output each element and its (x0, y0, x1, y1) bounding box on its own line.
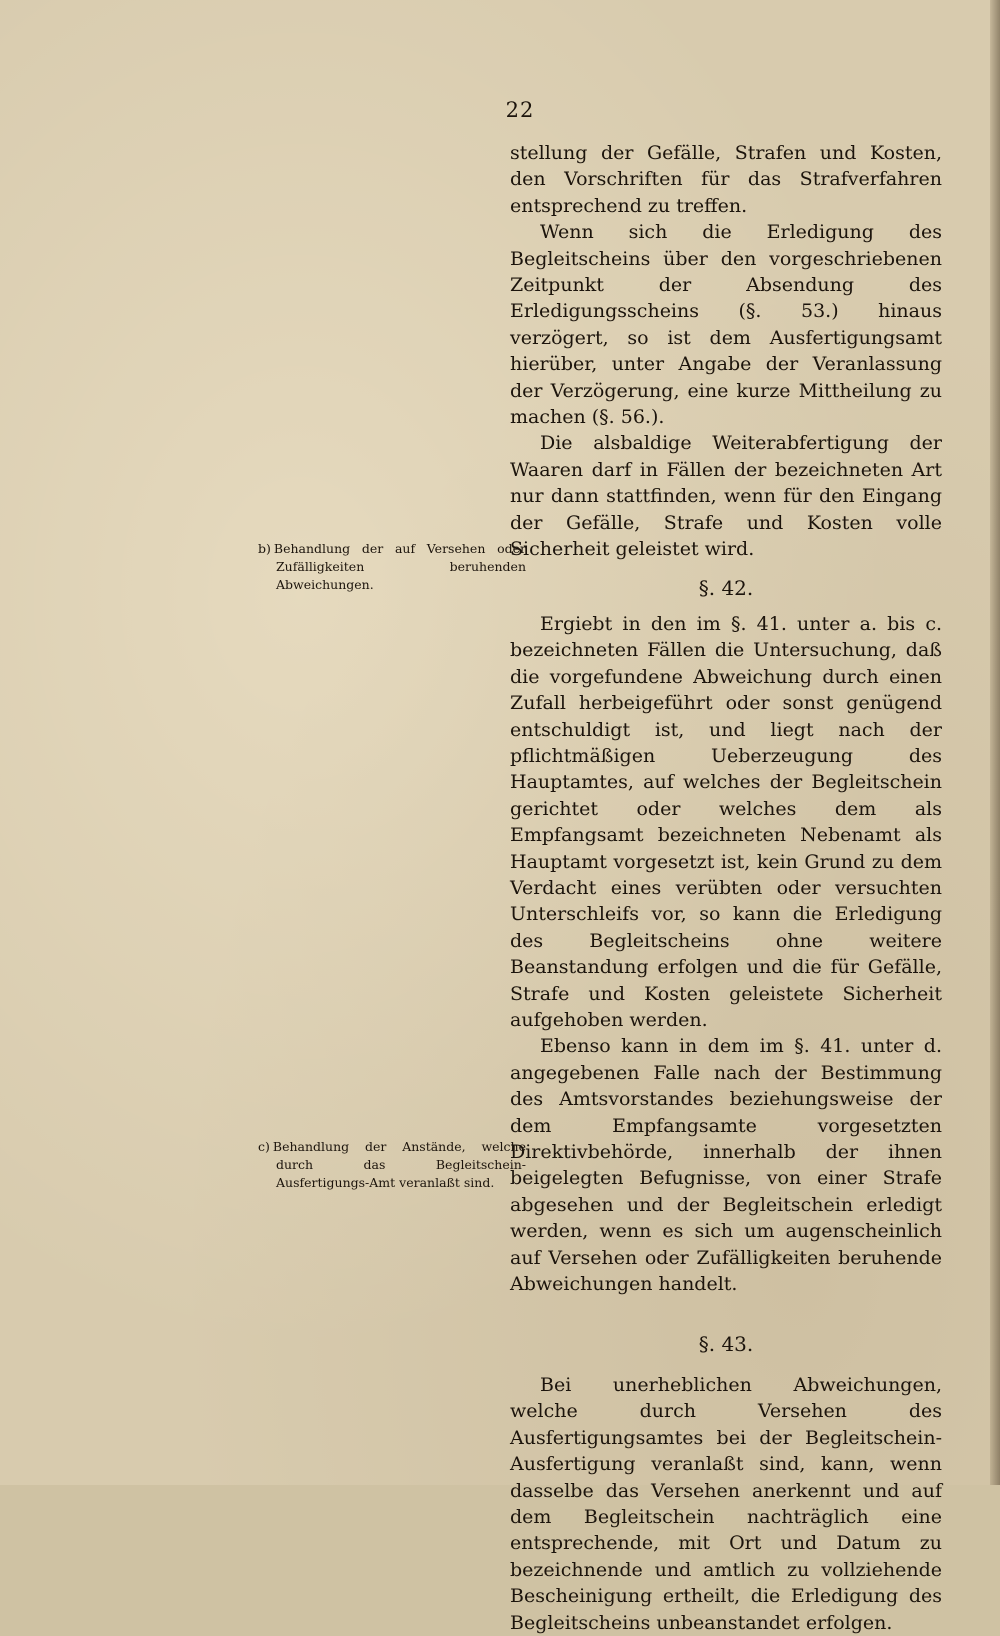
margin-note-b-text: Behandlung der auf Versehen oder Zufälligkeiten beruhenden Abweichungen. (273, 541, 526, 592)
margin-note-c-label: c) (258, 1139, 270, 1154)
paragraph-further-clearance: Die alsbaldige Weiterabfertigung der Waaren darf in Fällen der bezeichneten Art nur dann stattfinden, wenn für den Eingang der Gefälle, Strafe und Kosten volle Sicherheit geleistet wird. (510, 432, 942, 561)
paragraph-continuation: stellung der Gefälle, Strafen und Kosten, den Vorschriften für das Strafverfahren entsprechend zu treffen. (510, 142, 942, 217)
page-edge-shadow (990, 0, 1000, 1485)
paragraph-43: Bei unerheblichen Abweichungen, welche durch Versehen des Ausfertigungsamtes bei der Begleitschein-Ausfertigung veranlaßt sind, kann, wenn dasselbe das Versehen anerkennt und auf dem Begleitschein nachträglich eine entsprechende, mit Ort und Datum zu bezeichnende und amtlich zu vollziehende Bescheinigung ertheilt, die Erledigung des Begleitscheins unbeanstandet erfolgen. (510, 1373, 942, 1634)
paragraph-42-first: Ergiebt in den im §. 41. unter a. bis c. bezeichneten Fällen die Untersuchung, daß die vorgefundene Abweichung durch einen Zufall herbeigeführt oder sonst genügend entschuldigt ist, und liegt nach der pflichtmäßigen Ueberzeugung des Hauptamtes, auf welches der Begleitschein gerichtet oder welches dem als Empfangsamt bezeichneten Nebenamt als Hauptamt vorgesetzt ist, kein Grund zu dem Verdacht eines verübten oder versuchten Unterschleifs vor, so kann die Erledigung des Begleitscheins ohne weitere Beanstandung erfolgen und die für Gefälle, Strafe und Kosten geleistete Sicherheit aufgehoben werden. (510, 612, 942, 1031)
margin-note-b-label: b) (258, 541, 271, 556)
margin-note-b (258, 540, 526, 594)
paragraph-42-second: Ebenso kann in dem im §. 41. unter d. angegebenen Falle nach der Bestimmung des Amtsvorstandes beziehungsweise der dem Empfangsamte vorgesetzten Direktivbehörde, innerhalb der ihnen beigelegten Befugnisse, von einer Strafe abgesehen und der Begleitschein erledigt werden, wenn es sich um augenscheinlich auf Versehen oder Zufälligkeiten beruhende Abweichungen handelt. (510, 1035, 942, 1296)
page-number: 22 (505, 98, 535, 122)
main-text-column (510, 140, 942, 1636)
section-43-heading: §. 43. (698, 1332, 754, 1357)
section-42-heading: §. 42. (698, 575, 754, 600)
margin-note-c-text: Behandlung der Anstände, welche durch das Begleitschein-Ausfertigungs-Amt veranlaßt sind. (272, 1139, 526, 1190)
paragraph-delay-notice: Wenn sich die Erledigung des Begleitscheins über den vorgeschriebenen Zeitpunkt der Absendung des Erledigungsscheins (§. 53.) hinaus verzögert, so ist dem Ausfertigungsamt hierüber, unter Angabe der Veranlassung der Verzögerung, eine kurze Mittheilung zu machen (§. 56.). (510, 221, 942, 429)
margin-note-c (258, 1138, 526, 1192)
